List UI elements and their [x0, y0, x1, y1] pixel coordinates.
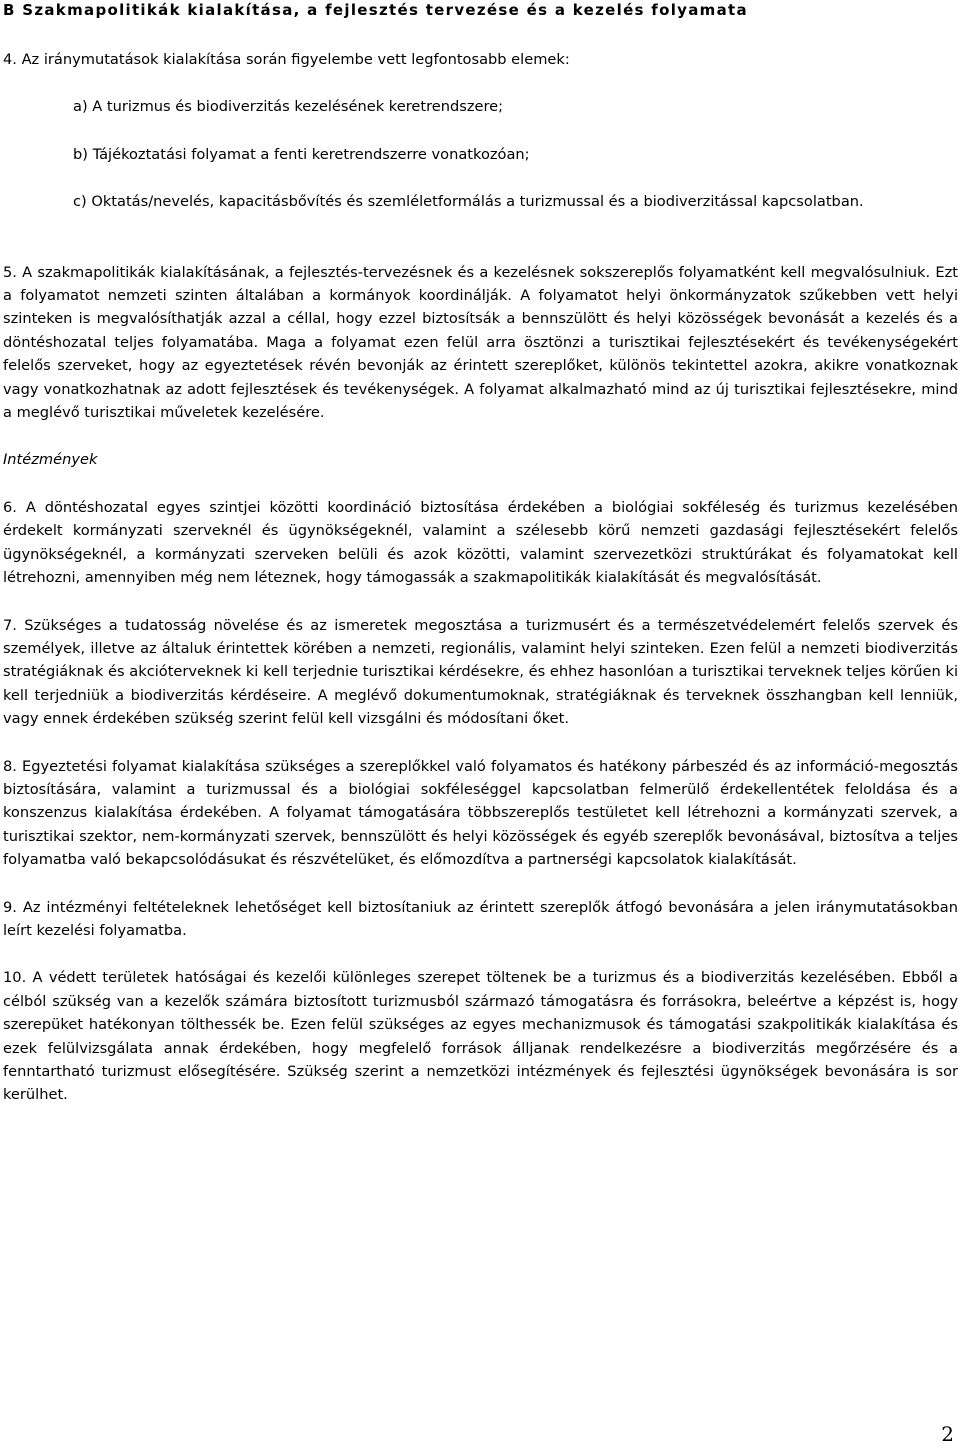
paragraph-4-intro: 4. Az iránymutatások kialakítása során figyelembe vett legfontosabb elemek: [3, 51, 570, 68]
section-header: B Szakmapolitikák kialakítása, a fejlesztés tervezése és a kezelés folyamata [3, 1, 748, 19]
paragraph-5: 5. A szakmapolitikák kialakításának, a fejlesztés-tervezésnek és a kezelésnek sokszereplős folyamatként kell megvalósulniuk. Ezt a folyamatot nemzeti szinten általában a kormányok koordinálják. A folyamatot helyi önkormányzatok szűkebben vett helyi szinteken is megvalósíthatják azzal a céllal, hogy ezzel biztosítsák a bennszülött és helyi közösségek bevonását a kezelés és a döntéshozatal teljes folyamatába. Maga a folyamat ezen felül arra ösztönzi a turisztikai fejlesztésekért és tevékenységekért felelős szerveket, hogy az egyeztetések révén bevonják az érintett szereplőket, különös tekintettel azokra, akikre vonatkoznak vagy vonatkozhatnak az adott fejlesztések és tevékenységek. A folyamat alkalmazható mind az új turisztikai fejlesztésekre, mind a meglévő turisztikai műveletek kezelésére. [3, 263, 958, 422]
paragraph-6: 6. A döntéshozatal egyes szintjei közötti koordináció biztosítása érdekében a biológiai sokféleség és turizmus kezelésében érdekelt kormányzati szerveknél és ügynökségeknél, valamint a szélesebb körű nemzeti gazdasági fejlesztésekért felelős ügynökségeknél, a kormányzati szerveken belüli és azok közötti, valamint szervezetközi struktúrákat és folyamatokat kell létrehozni, amennyiben még nem léteznek, hogy támogassák a szakmapolitikák kialakítását és megvalósítását. [3, 498, 958, 587]
paragraph-10: 10. A védett területek hatóságai és kezelői különleges szerepet töltenek be a turizmus és a biodiverzitás kezelésében. Ebből a célból szükség van a kezelők számára biztosított turizmusból származó támogatásra és forrásokra, beleértve a képzést is, hogy szerepüket hatékonyan tölthessék be. Ezen felül szükséges az egyes mechanizmusok és támogatási szakpolitikák kialakítása és ezek felülvizsgálata annak érdekében, hogy megfelelő források álljanak rendelkezésre a biodiverzitás megőrzésére és a fenntartható turizmust elősegítésére. Szükség szerint a nemzetközi intézmények és fejlesztési ügynökségek bevonására is sor kerülhet. [3, 969, 958, 1104]
document-body [3, 48, 958, 1131]
section-title-institutions: Intézmények [3, 451, 98, 469]
paragraph-9: 9. Az intézményi feltételeknek lehetőséget kell biztosítaniuk az érintett szereplők átfogó bevonására a jelen iránymutatásokban leírt kezelési folyamatba. [3, 898, 958, 939]
criteria-list [3, 95, 958, 213]
list-item: b) Tájékoztatási folyamat a fenti keretrendszerre vonatkozóan; [73, 145, 530, 163]
page-number: 2 [941, 1422, 954, 1446]
paragraph-7: 7. Szükséges a tudatosság növelése és az ismeretek megosztása a turizmusért és a természetvédelemért felelős szervek és személyek, illetve az általuk érintettek körében a nemzeti, regionális, valamint helyi szinteken. Ezen felül a nemzeti biodiverzitás stratégiáknak és akcióterveknek ki kell terjednie turisztikai kérdésekre, és ehhez hasonlóan a turisztikai terveknek teljes körűen ki kell terjedniük a biodiverzitás kérdéseire. A meglévő dokumentumoknak, stratégiáknak és terveknek összhangban kell lenniük, vagy ennek érdekében szükség szerint felül kell vizsgálni és módosítani őket. [3, 616, 958, 728]
list-item: a) A turizmus és biodiverzitás kezelésének keretrendszere; [73, 98, 504, 116]
paragraph-8: 8. Egyeztetési folyamat kialakítása szükséges a szereplőkkel való folyamatos és hatékony párbeszéd és az információ-megosztás biztosítására, valamint a turizmussal és a biológiai sokféleséggel kapcsolatban felmerülő érdekellentétek feloldása és a konszenzus kialakítása érdekében. A folyamat támogatására többszereplős testületet kell létrehozni a kormányzati szervek, a turisztikai szektor, nem-kormányzati szervek, bennszülött és helyi közösségek és egyéb szereplők bevonásával, biztosítva a teljes folyamatba való bekapcsolódásukat és részvételüket, és előmozdítva a partnerségi kapcsolatok kialakítását. [3, 757, 958, 869]
list-item: c) Oktatás/nevelés, kapacitásbővítés és szemléletformálás a turizmussal és a biodiverzitással kapcsolatban. [73, 193, 864, 211]
